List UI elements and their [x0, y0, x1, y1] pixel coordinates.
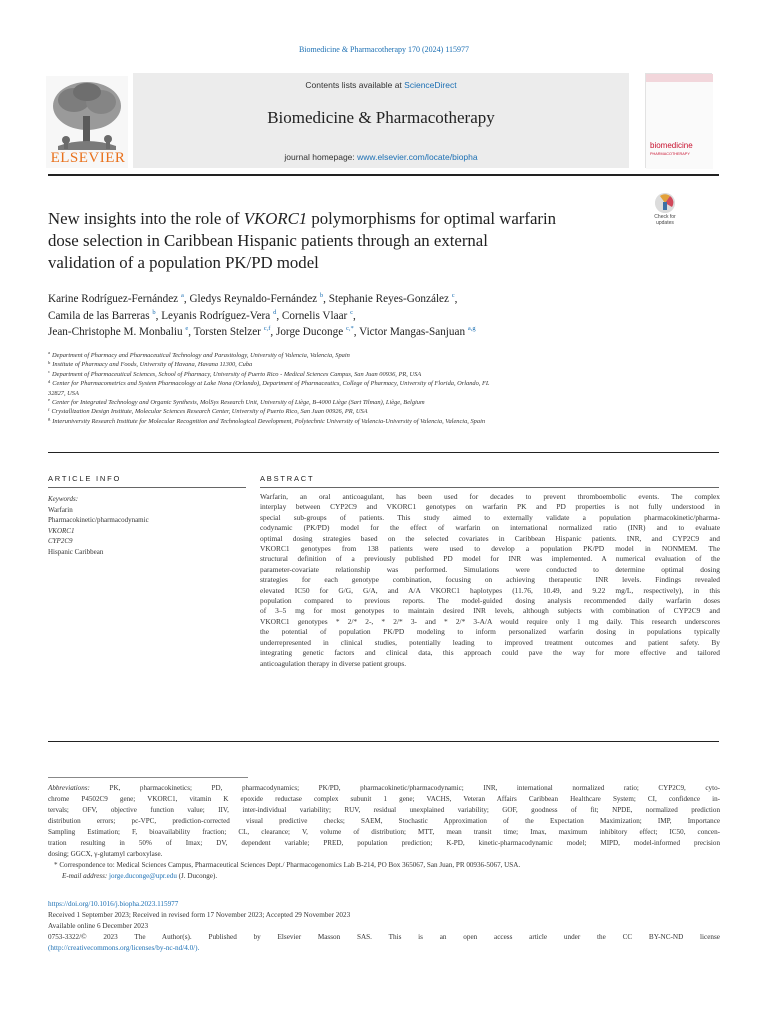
journal-title: Biomedicine & Pharmacotherapy [267, 108, 495, 127]
affiliation-item [48, 379, 728, 388]
abstract-line: optimal dosing strategies based on the selected covariates in Caribbean Hispanic patients. INR, and CYP2C9 and [260, 533, 720, 543]
affiliation-item [48, 417, 728, 426]
affiliation-text: 32827, USA [48, 389, 79, 397]
elsevier-wordmark: ELSEVIER [50, 150, 126, 166]
affiliation-item [48, 370, 728, 379]
homepage-line [133, 152, 629, 162]
author-name[interactable]: Cornelis Vlaar [281, 309, 348, 322]
affiliation-key: g [48, 416, 51, 422]
article-info-rule [48, 487, 246, 488]
keyword-item: Pharmacokinetic/pharmacodynamic [48, 516, 149, 524]
email-link[interactable]: jorge.duconge@upr.edu [109, 872, 177, 880]
abstract-line: parameter-covariate relationship was performed. Simulations were conducted to determine optimal dosing [260, 564, 720, 574]
abbreviation-line: Sampling Estimation; F, bioavailability fraction; CL, clearance; V, volume of distribution; MTT, mean transit time; Imax, maximum inhibitory effect; IC50, concen- [48, 828, 720, 836]
author-affiliation[interactable]: c,f [263, 325, 271, 332]
abstract-line: population compared to previous reports. The model-guided dosing analysis recommended daily warfarin doses [260, 596, 720, 606]
journal-cover-thumbnail[interactable] [645, 73, 712, 168]
abstract-body [260, 492, 720, 669]
affiliation-text: Center for Pharmacometrics and System Pharmacology at Lake Nona (Orlando), Department of Pharmaceutics, College of Pharmacy, University of Florida, Orlando, FL [52, 380, 490, 388]
article-info-heading: ARTICLE INFO [48, 474, 122, 483]
title-line-1 [48, 208, 638, 230]
abstract-line: special sub-groups of patients. This study aimed to externally validate a population pharmacokinetic/pharma- [260, 512, 720, 522]
author-list [48, 291, 728, 341]
author-affiliation[interactable]: a,g [467, 325, 476, 332]
abstract-line: anticoagulation therapy in diverse patient groups. [260, 658, 407, 668]
abstract-line: VKORC1 genotypes * 2/* 2-, * 2/* 3- and * 2/* 3-A/A would require only 1 mg daily. This research underscores [260, 616, 720, 626]
author-line-2: Camila de las Barreras $^b$, Leyanis Rodríguez-Vera $^d$, Cornelis Vlaar $^c$, [48, 308, 356, 322]
license-text: 0753-3322/© 2023 The Author(s). Published by Elsevier Masson SAS. This is an open access article under the CC BY-NC-ND license [48, 933, 720, 941]
affiliation-text: Department of Pharmacy and Pharmaceutical Technology and Parasitology, University of Valencia, Valencia, Spain [52, 352, 350, 359]
author-affiliation[interactable]: b [319, 292, 324, 299]
affiliation-item [48, 389, 728, 398]
author-affiliation[interactable]: e [185, 325, 189, 332]
abstract-rule [260, 487, 719, 488]
abstract-line: Warfarin, an oral anticoagulant, has been used for decades to prevent thromboembolic events. The complex [260, 492, 720, 501]
author-affiliation[interactable]: c,* [345, 325, 354, 332]
abstract-line: elevated IC50 for G/G, G/A, and A/A VKORC1 haplotypes (11.76, 10.49, and 9.22 mg/L, respectively), in this [260, 585, 720, 595]
author-name[interactable]: Jorge Duconge [275, 326, 344, 338]
title-line1-pre: New insights into the role of [48, 209, 244, 228]
correspondence-note: * Correspondence to: Medical Sciences Campus, Pharmaceutical Sciences Dept./ Pharmacogenomics Lab B-214, PO Box 365067, San Juan, PR 00936-5067, USA. [54, 861, 521, 869]
journal-reference[interactable]: Biomedicine & Pharmacotherapy 170 (2024) 115977 [298, 45, 470, 54]
author-name[interactable]: Victor Mangas-Sanjuan [359, 326, 466, 338]
abbreviation-text: PK, pharmacokinetics; PD, pharmacodynamics; PK/PD, pharmacokinetic/pharmacodynamic; INR, international normalized ratio; CYP2C9, cyto- [109, 784, 720, 792]
author-affiliation[interactable]: d [273, 308, 277, 316]
publication-meta [48, 899, 720, 954]
keywords-label: Keywords: [48, 495, 79, 503]
header-divider [48, 174, 719, 176]
title-line-2: dose selection in Caribbean Hispanic patients through an external [48, 231, 488, 250]
affiliation-key: a [48, 350, 51, 356]
email-line [48, 871, 720, 882]
abstract-line: VKORC1 genotypes from 138 patients were used to develop a population PK/PD model in NONMEM. The [260, 544, 720, 554]
cover-subtitle: PHARMACOTHERAPY [650, 152, 690, 156]
affiliation-key: f [48, 406, 50, 412]
author-affiliation[interactable]: a [180, 292, 184, 299]
homepage-link[interactable]: www.elsevier.com/locate/biopha [357, 152, 478, 162]
homepage-prefix: journal homepage: [284, 152, 358, 162]
abbreviation-line: tration resulting in 50% of Imax; DV, dependent variable; PRED, population prediction; K-PD, kinetic-pharmacodynamic model; MIPD, model-informed precision [48, 839, 720, 847]
abstract-line: codynamic (PK/PD) model for the effect of warfarin on international normalized ratio (INR) and to evaluate [260, 523, 720, 533]
doi-link[interactable]: https://doi.org/10.1016/j.biopha.2023.115977 [48, 900, 179, 908]
crossmark-label[interactable] [647, 214, 683, 226]
footnotes [48, 783, 720, 882]
keyword-item: CYP2C9 [48, 537, 73, 545]
crossmark-line1: Check for [654, 214, 676, 220]
abstract-bottom-divider [48, 741, 719, 742]
affiliation-list [48, 351, 728, 426]
abbreviation-line [48, 783, 720, 794]
keyword-item: Hispanic Caribbean [48, 547, 104, 556]
crossmark-line2: updates [656, 220, 674, 226]
affiliation-text: Institute of Pharmacy and Foods, University of Havana, Havana 11300, Cuba [52, 361, 253, 369]
abstract-line: integrating genetic factors and clinical data, this approach could pave the way for more effective and tailored [260, 648, 720, 658]
author-name[interactable]: Stephanie Reyes-González [328, 293, 449, 305]
abbreviation-line: chrome P4502C9 gene; VKORC1, vitamin K epoxide reductase complex subunit 1 gene; VACHS, Veteran Affairs Caribbean Healthcare System; CI, confidence in- [48, 795, 720, 803]
contents-line [133, 80, 629, 90]
abbreviations-label: Abbreviations: [48, 784, 90, 792]
author-affiliation[interactable]: b [152, 308, 156, 316]
abbreviation-line: distribution errors; pc-VPC, prediction-corrected visual predictive checks; SAEM, Stochastic Approximation of the Expectation Maximization; IMP, Importance [48, 817, 720, 825]
affiliation-text: Department of Pharmaceutical Sciences, School of Pharmacy, University of Puerto Rico - Medical Sciences Campus, San Juan 00936, PR, USA [52, 370, 422, 378]
affiliation-item [48, 398, 728, 407]
article-title [48, 208, 638, 274]
affiliation-item [48, 351, 728, 360]
abstract-line: interplay between CYP2C9 and VKORC1 genotypes on warfarin PK and PD properties is not fully understood in [260, 502, 720, 512]
sciencedirect-link[interactable]: ScienceDirect [404, 80, 457, 90]
license-link[interactable]: (http://creativecommons.org/licenses/by-nc-nd/4.0/). [48, 944, 200, 952]
author-name[interactable]: Karine Rodríguez-Fernández [48, 293, 179, 305]
abstract-line: of 3–5 mg for most genotypes to maintain desired INR levels, although subjects with combination of CYP2C9 and [260, 606, 720, 616]
crossmark-icon[interactable] [655, 193, 675, 213]
abstract-heading: ABSTRACT [260, 474, 315, 483]
affiliation-item [48, 360, 728, 369]
author-name[interactable]: Torsten Stelzer [193, 326, 261, 338]
author-line-3: Jean-Christophe M. Monbaliu $^e$, Torsten Stelzer $^{c,f}$, Jorge Duconge $^{c,*}$, Victor Mangas-Sanjuan $^{a,g}$ [48, 325, 476, 338]
title-line1-post: polymorphisms for optimal warfarin [307, 209, 557, 228]
author-affiliation[interactable]: c [451, 292, 455, 299]
abstract-line: structural definition of a previously published PD model for INR was implemented. A numerical evaluation of the [260, 554, 720, 564]
email-suffix: (J. Duconge). [176, 872, 218, 880]
cover-art [646, 74, 713, 169]
abstract-line: the potential of population PK/PD modeling to inform personalized warfarin dosing in populations typically [260, 627, 720, 637]
abbreviation-line: dosing; GGCX, γ-glutamyl carboxylase. [48, 850, 163, 858]
author-name[interactable]: Leyanis Rodríguez-Vera [161, 309, 271, 322]
author-name[interactable]: Camila de las Barreras [48, 309, 150, 322]
received-dates: Received 1 September 2023; Received in revised form 17 November 2023; Accepted 29 November 2023 [48, 911, 351, 919]
title-gene: VKORC1 [243, 209, 308, 228]
affiliation-item [48, 407, 728, 416]
affiliation-text: Crystallization Design Institute, Molecular Sciences Research Center, University of Puerto Rico, San Juan 00926, PR, USA [51, 408, 368, 416]
author-name[interactable]: Gledys Reynaldo-Fernández [189, 293, 318, 305]
keywords-block [48, 494, 248, 557]
contents-prefix: Contents lists available at [305, 80, 405, 90]
section-divider [48, 452, 719, 453]
affiliation-text: Interuniversity Research Institute for Molecular Recognition and Technological Development, Polytechnic University of Valencia-University of Valencia, Valencia, Spain [52, 417, 486, 425]
cover-title: biomedicine [650, 141, 693, 150]
keyword-item: VKORC1 [48, 526, 75, 535]
available-online: Available online 6 December 2023 [48, 922, 149, 930]
title-line-3: validation of a population PK/PD model [48, 253, 319, 272]
affiliation-key: c [48, 369, 51, 375]
abstract-line: strategies for each genotype combination, focusing on achieving therapeutic INR levels. Findings revealed [260, 575, 720, 585]
affiliation-text: Center for Integrated Technology and Organic Synthesis, MolSys Research Unit, University of Liège, B-4000 Liège (Sart Tilman), Liège, Belgium [52, 399, 425, 407]
footnote-divider [48, 777, 248, 778]
affiliation-key: d [48, 378, 51, 384]
author-affiliation[interactable]: c [350, 308, 353, 316]
author-line-1: Karine Rodríguez-Fernández $^a$, Gledys Reynaldo-Fernández $^b$, Stephanie Reyes-González $^c$, [48, 292, 458, 305]
abstract-line: underrepresented in clinical studies, potentially leading to improved treatment outcomes and patient safety. By [260, 637, 720, 647]
author-name[interactable]: Jean-Christophe M. Monbaliu [48, 326, 183, 338]
email-label: E-mail address: [62, 872, 110, 880]
abbreviation-line: tervals; OFV, objective function value; IIV, inter-individual variability; RUV, residual unexplained variability; GOF, goodness of fit; NPDE, normalized prediction [48, 806, 720, 814]
affiliation-key: e [48, 397, 51, 403]
affiliation-key: b [48, 359, 51, 365]
keyword-item: Warfarin [48, 505, 73, 514]
